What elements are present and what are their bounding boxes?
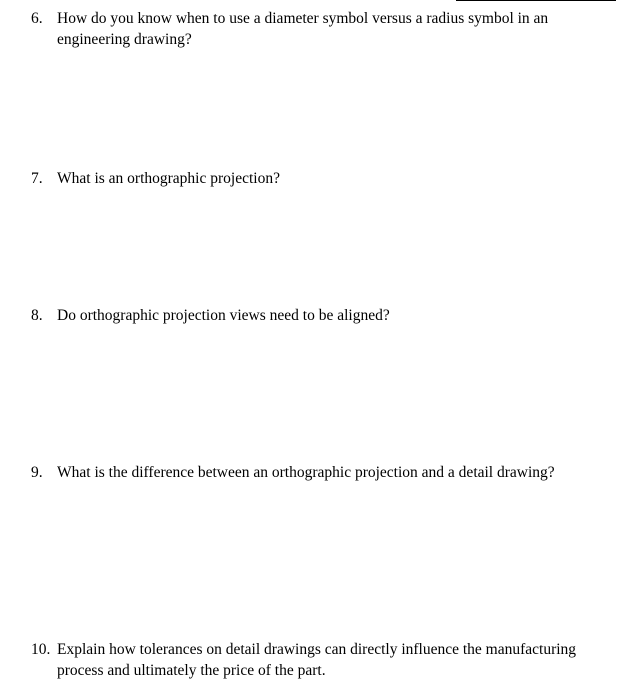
- question-number: 10.: [31, 641, 51, 658]
- question-6: [31, 8, 611, 50]
- question-10: [31, 639, 611, 681]
- question-7: [31, 168, 611, 189]
- question-text: How do you know when to use a diameter symbol versus a radius symbol in an engineering drawing?: [57, 10, 549, 48]
- question-number: 9.: [31, 464, 43, 481]
- top-divider-line: [456, 0, 616, 1]
- question-text: What is the difference between an orthographic projection and a detail drawing?: [57, 464, 555, 481]
- question-number: 7.: [31, 170, 43, 187]
- question-text: Do orthographic projection views need to be aligned?: [57, 307, 390, 324]
- question-9: [31, 462, 611, 483]
- question-number: 8.: [31, 307, 43, 324]
- question-8: [31, 305, 611, 326]
- question-text: What is an orthographic projection?: [57, 170, 280, 187]
- question-text: Explain how tolerances on detail drawings can directly influence the manufacturing process and ultimately the price of the part.: [57, 641, 577, 679]
- question-number: 6.: [31, 10, 43, 27]
